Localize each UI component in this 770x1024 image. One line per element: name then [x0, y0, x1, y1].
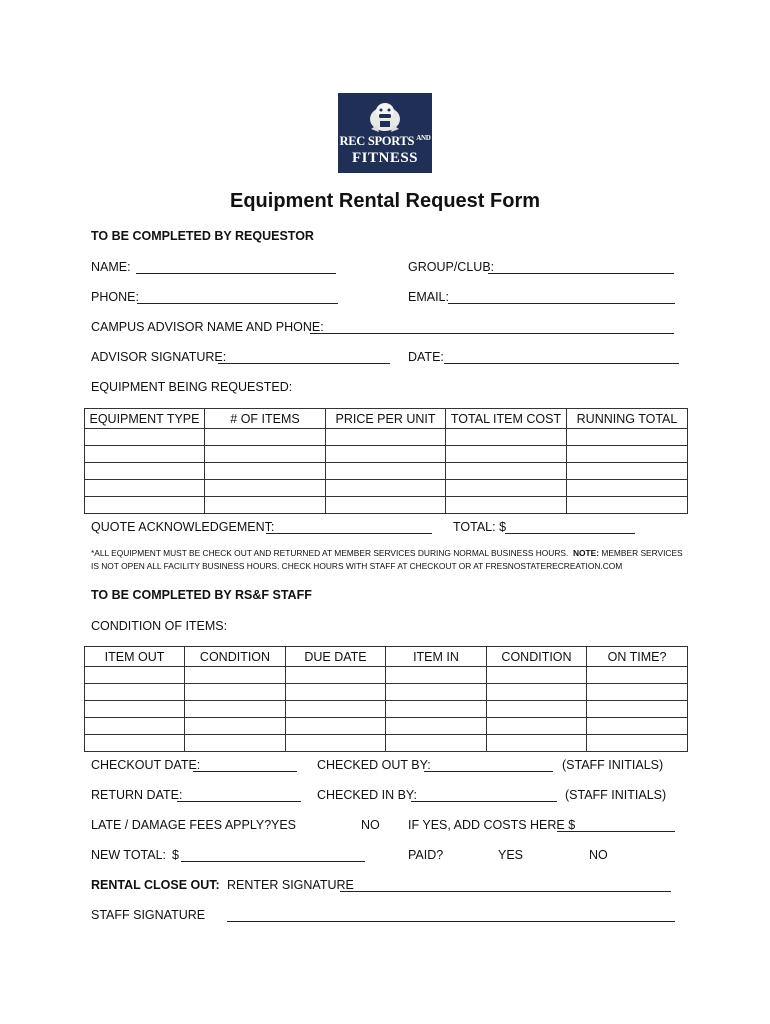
policy-note-line2: IS NOT OPEN ALL FACILITY BUSINESS HOURS. CHECK HOURS WITH STAFF AT CHECKOUT OR AT FRESNOSTATERECREATION.COM: [91, 561, 623, 571]
paid-yes-option[interactable]: YES: [498, 848, 524, 862]
column-header-item-out: ITEM OUT: [85, 647, 185, 667]
table-cell[interactable]: [85, 735, 185, 752]
phone-label: PHONE:: [91, 290, 139, 304]
table-cell[interactable]: [487, 684, 587, 701]
column-header-price-per-unit: PRICE PER UNIT: [326, 409, 446, 429]
staff-signature-label: STAFF SIGNATURE: [91, 908, 206, 922]
table-cell[interactable]: [487, 735, 587, 752]
total-field[interactable]: [505, 519, 635, 534]
table-cell[interactable]: [205, 429, 326, 446]
condition-table: [84, 646, 688, 752]
checked-in-by-label: CHECKED IN BY:: [317, 788, 418, 802]
table-cell[interactable]: [446, 429, 567, 446]
late-damage-fees-label: LATE / DAMAGE FEES APPLY?: [91, 818, 272, 832]
staff-initials-out-label: (STAFF INITIALS): [562, 758, 664, 772]
checked-out-by-label: CHECKED OUT BY:: [317, 758, 431, 772]
requestor-section-heading: TO BE COMPLETED BY REQUESTOR: [91, 229, 314, 243]
table-cell[interactable]: [85, 667, 185, 684]
checked-out-by-field[interactable]: [424, 757, 553, 772]
email-label: EMAIL:: [408, 290, 449, 304]
renter-signature-field[interactable]: [340, 877, 671, 892]
return-date-field[interactable]: [177, 787, 301, 802]
column-header-equipment-type: EQUIPMENT TYPE: [85, 409, 205, 429]
table-cell[interactable]: [386, 718, 487, 735]
column-header-on-time: ON TIME?: [587, 647, 688, 667]
paid-no-option[interactable]: NO: [589, 848, 608, 862]
table-cell[interactable]: [205, 446, 326, 463]
condition-table-header: [85, 647, 688, 667]
condition-of-items-label: CONDITION OF ITEMS:: [91, 619, 228, 633]
group-club-field[interactable]: [488, 259, 674, 274]
table-row: [85, 463, 688, 480]
advisor-signature-label: ADVISOR SIGNATURE:: [91, 350, 227, 364]
table-cell[interactable]: [205, 480, 326, 497]
rental-close-out-label: RENTAL CLOSE OUT:: [91, 878, 220, 892]
fees-no-option[interactable]: NO: [361, 818, 380, 832]
logo-line1: REC SPORTS $^{AND}$: [339, 134, 431, 148]
table-row: [85, 667, 688, 684]
table-cell[interactable]: [326, 446, 446, 463]
equipment-table: [84, 408, 688, 514]
add-costs-label: IF YES, ADD COSTS HERE $: [408, 818, 576, 832]
logo-line2: FITNESS: [351, 150, 419, 166]
phone-field[interactable]: [137, 289, 338, 304]
quote-acknowledgement-field[interactable]: [266, 519, 432, 534]
table-cell[interactable]: [386, 735, 487, 752]
table-cell[interactable]: [487, 701, 587, 718]
policy-note-line1: *ALL EQUIPMENT MUST BE CHECK OUT AND RETURNED AT MEMBER SERVICES DURING NORMAL BUSINESS HOURS. NOTE: MEMBER SERVICES: [91, 548, 683, 558]
campus-advisor-field[interactable]: [310, 319, 674, 334]
table-cell[interactable]: [286, 735, 386, 752]
table-cell[interactable]: [286, 718, 386, 735]
staff-signature-field[interactable]: [227, 907, 675, 922]
quote-acknowledgement-label: QUOTE ACKNOWLEDGEMENT:: [91, 520, 275, 534]
table-cell[interactable]: [286, 684, 386, 701]
table-cell[interactable]: [85, 463, 205, 480]
table-cell[interactable]: [587, 667, 688, 684]
table-row: [85, 480, 688, 497]
table-cell[interactable]: [185, 718, 286, 735]
date-label: DATE:: [408, 350, 444, 364]
equipment-requested-label: EQUIPMENT BEING REQUESTED:: [91, 380, 293, 394]
table-cell[interactable]: [386, 667, 487, 684]
table-cell[interactable]: [446, 480, 567, 497]
date-field[interactable]: [444, 349, 679, 364]
table-cell[interactable]: [85, 446, 205, 463]
name-field[interactable]: [136, 259, 336, 274]
column-header-condition-out: CONDITION: [185, 647, 286, 667]
table-cell[interactable]: [85, 480, 205, 497]
new-total-label: NEW TOTAL:: [91, 848, 167, 862]
table-cell[interactable]: [567, 429, 688, 446]
table-row: [85, 718, 688, 735]
column-header-item-in: ITEM IN: [386, 647, 487, 667]
new-total-field[interactable]: [181, 847, 365, 862]
table-row: [85, 701, 688, 718]
table-cell[interactable]: [85, 429, 205, 446]
table-cell[interactable]: [587, 684, 688, 701]
table-cell[interactable]: [587, 701, 688, 718]
table-cell[interactable]: [326, 480, 446, 497]
name-label: NAME:: [91, 260, 131, 274]
checkout-date-field[interactable]: [193, 757, 297, 772]
rec-sports-fitness-logo: [338, 93, 432, 173]
table-cell[interactable]: [587, 718, 688, 735]
staff-initials-in-label: (STAFF INITIALS): [565, 788, 667, 802]
bulldog-mascot-icon: [367, 99, 403, 133]
table-cell[interactable]: [386, 701, 487, 718]
renter-signature-label: RENTER SIGNATURE: [227, 878, 354, 892]
table-cell[interactable]: [85, 718, 185, 735]
table-cell[interactable]: [205, 463, 326, 480]
table-cell[interactable]: [567, 446, 688, 463]
table-cell[interactable]: [567, 463, 688, 480]
table-cell[interactable]: [446, 446, 567, 463]
table-cell[interactable]: [185, 701, 286, 718]
table-row: [85, 446, 688, 463]
table-row: [85, 735, 688, 752]
table-row: [85, 497, 688, 514]
staff-section-heading: TO BE COMPLETED BY RS&F STAFF: [91, 588, 312, 602]
column-header-running-total: RUNNING TOTAL: [567, 409, 688, 429]
table-cell[interactable]: [205, 497, 326, 514]
column-header-condition-in: CONDITION: [487, 647, 587, 667]
table-row: [85, 684, 688, 701]
add-costs-field[interactable]: [557, 817, 675, 832]
email-field[interactable]: [448, 289, 675, 304]
checked-in-by-field[interactable]: [411, 787, 557, 802]
table-cell[interactable]: [487, 718, 587, 735]
table-cell[interactable]: [85, 497, 205, 514]
table-cell[interactable]: [286, 667, 386, 684]
table-cell[interactable]: [185, 735, 286, 752]
fees-yes-option[interactable]: YES: [271, 818, 297, 832]
table-cell[interactable]: [567, 480, 688, 497]
table-cell[interactable]: [446, 463, 567, 480]
column-header-due-date: DUE DATE: [286, 647, 386, 667]
advisor-signature-field[interactable]: [218, 349, 390, 364]
table-cell[interactable]: [326, 463, 446, 480]
table-cell[interactable]: [446, 497, 567, 514]
table-cell[interactable]: [326, 497, 446, 514]
column-header-total-item-cost: TOTAL ITEM COST: [446, 409, 567, 429]
total-label: TOTAL: $: [453, 520, 507, 534]
table-cell[interactable]: [567, 497, 688, 514]
campus-advisor-label: CAMPUS ADVISOR NAME AND PHONE:: [91, 320, 324, 334]
table-cell[interactable]: [85, 701, 185, 718]
table-row: [85, 429, 688, 446]
table-cell[interactable]: [185, 667, 286, 684]
group-club-label: GROUP/CLUB:: [408, 260, 495, 274]
table-cell[interactable]: [85, 684, 185, 701]
table-cell[interactable]: [286, 701, 386, 718]
table-cell[interactable]: [487, 667, 587, 684]
checkout-date-label: CHECKOUT DATE:: [91, 758, 201, 772]
form-title: Equipment Rental Request Form: [229, 190, 541, 212]
column-header-number-of-items: # OF ITEMS: [205, 409, 326, 429]
new-total-dollar-sign: $: [172, 848, 179, 862]
table-cell[interactable]: [386, 684, 487, 701]
return-date-label: RETURN DATE:: [91, 788, 183, 802]
table-cell[interactable]: [587, 735, 688, 752]
paid-label: PAID?: [408, 848, 444, 862]
equipment-table-header: [85, 409, 688, 429]
table-cell[interactable]: [326, 429, 446, 446]
table-cell[interactable]: [185, 684, 286, 701]
